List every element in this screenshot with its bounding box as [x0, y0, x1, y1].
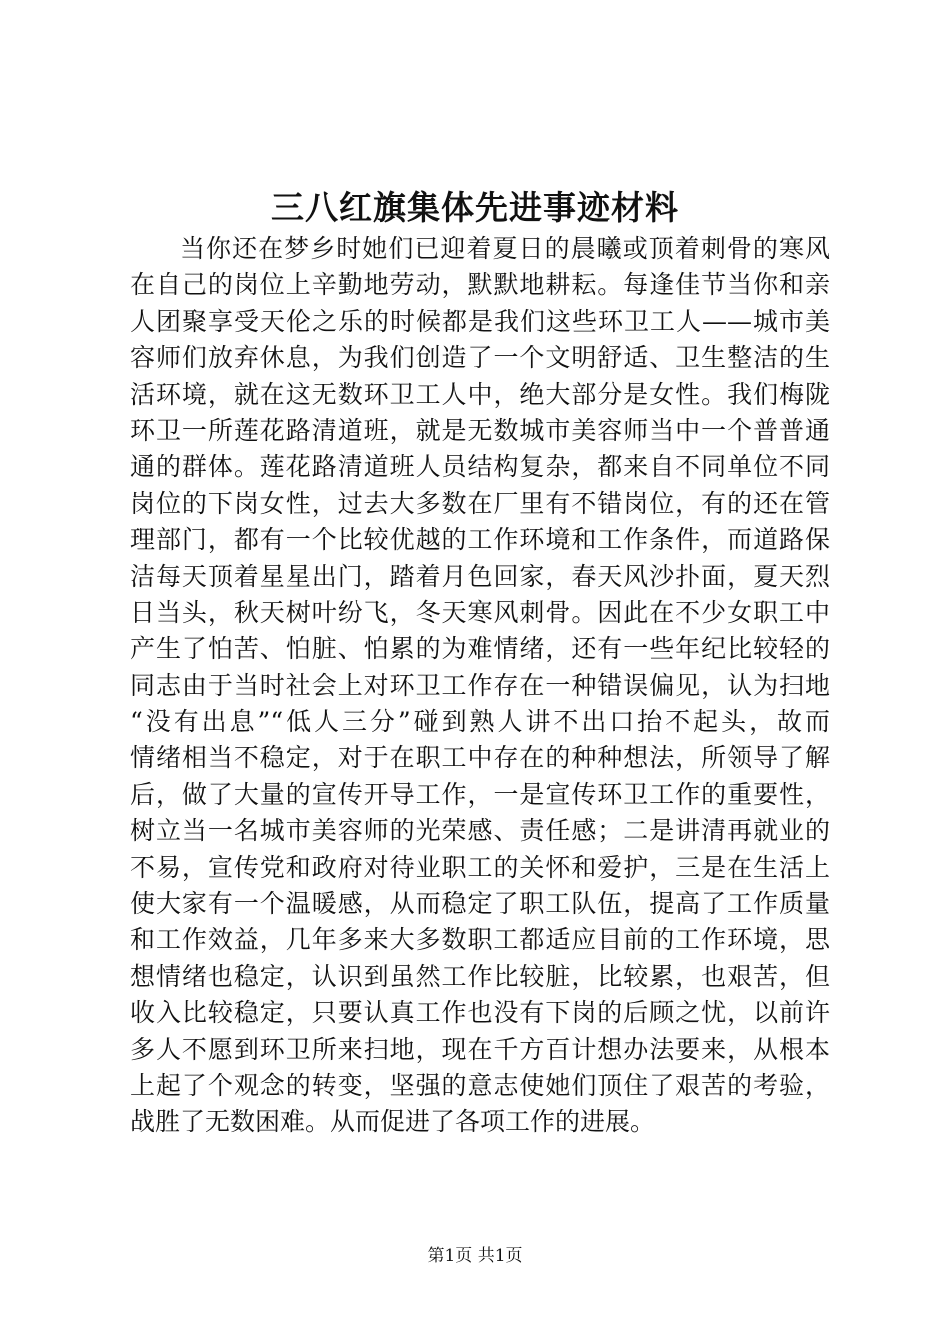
paragraph-line: 人团聚享受天伦之乐的时候都是我们这些环卫工人——城市美 [130, 306, 830, 336]
paragraph-line: 活环境，就在这无数环卫工人中，绝大部分是女性。我们梅陇 [130, 379, 830, 409]
paragraph-line: 环卫一所莲花路清道班，就是无数城市美容师当中一个普普通 [130, 415, 830, 445]
paragraph-line: 上起了个观念的转变，坚强的意志使她们顶住了艰苦的考验， [130, 1070, 830, 1100]
page-number-footer: 第1页 共1页 [427, 1246, 523, 1266]
paragraph-line: 容师们放弃休息，为我们创造了一个文明舒适、卫生整洁的生 [130, 343, 830, 373]
paragraph-line: 洁每天顶着星星出门，踏着月色回家，春天风沙扑面，夏天烈 [130, 561, 830, 591]
paragraph-line: 多人不愿到环卫所来扫地，现在千方百计想办法要来，从根本 [130, 1034, 830, 1064]
paragraph-line: 收入比较稳定，只要认真工作也没有下岗的后顾之忧，以前许 [130, 998, 830, 1028]
paragraph-line: 使大家有一个温暖感，从而稳定了职工队伍，提高了工作质量 [130, 889, 830, 919]
paragraph-line: 情绪相当不稳定，对于在职工中存在的种种想法，所领导了解 [130, 743, 830, 773]
paragraph-line: 通的群体。莲花路清道班人员结构复杂，都来自不同单位不同 [130, 452, 830, 482]
paragraph-line: 和工作效益，几年多来大多数职工都适应目前的工作环境，思 [130, 925, 830, 955]
paragraph-line: 岗位的下岗女性，过去大多数在厂里有不错岗位，有的还在管 [130, 488, 830, 518]
paragraph-line: 想情绪也稳定，认识到虽然工作比较脏，比较累，也艰苦，但 [130, 961, 830, 991]
paragraph-line: 树立当一名城市美容师的光荣感、责任感；二是讲清再就业的 [130, 816, 830, 846]
paragraph-line: 在自己的岗位上辛勤地劳动，默默地耕耘。每逢佳节当你和亲 [130, 270, 830, 300]
paragraph-line: 同志由于当时社会上对环卫工作存在一种错误偏见，认为扫地 [130, 670, 830, 700]
page-title: 三八红旗集体先进事迹材料 [271, 188, 679, 227]
paragraph-line: 不易，宣传党和政府对待业职工的关怀和爱护，三是在生活上 [130, 852, 830, 882]
body-paragraph [130, 231, 830, 1141]
paragraph-line: “没有出息”“低人三分”碰到熟人讲不出口抬不起头，故而 [130, 707, 830, 737]
paragraph-line: 产生了怕苦、怕脏、怕累的为难情绪，还有一些年纪比较轻的 [130, 634, 830, 664]
paragraph-line: 战胜了无数困难。从而促进了各项工作的进展。 [130, 1107, 656, 1137]
paragraph-line: 日当头，秋天树叶纷飞，冬天寒风刺骨。因此在不少女职工中 [130, 597, 830, 627]
paragraph-line: 理部门，都有一个比较优越的工作环境和工作条件，而道路保 [130, 525, 830, 555]
paragraph-line: 后，做了大量的宣传开导工作，一是宣传环卫工作的重要性， [130, 779, 830, 809]
paragraph-line: 当你还在梦乡时她们已迎着夏日的晨曦或顶着刺骨的寒风 [180, 234, 830, 263]
